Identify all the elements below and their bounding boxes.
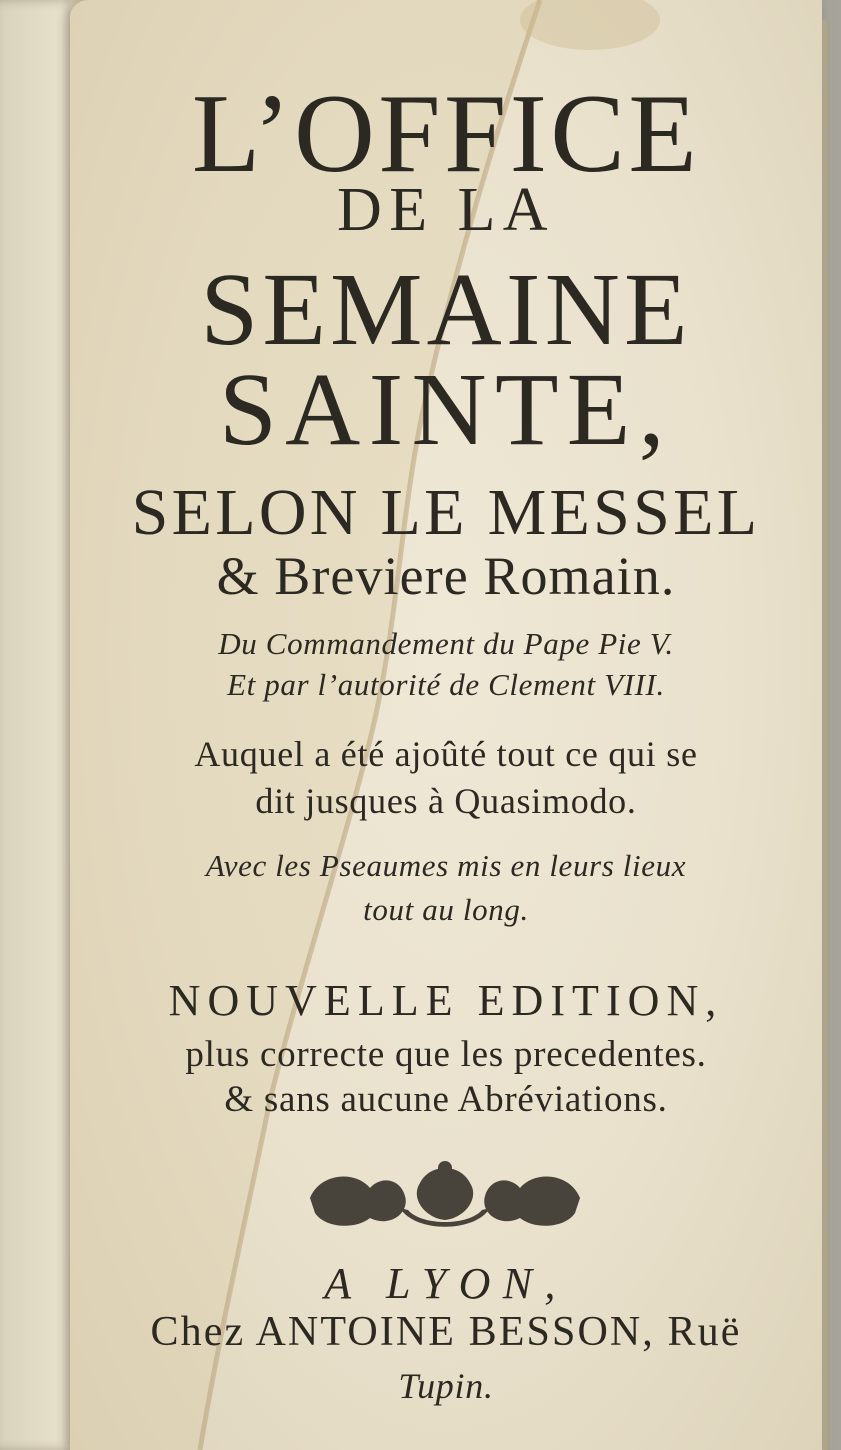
imprint-printer: Chez ANTOINE BESSON, Ruë: [150, 1309, 742, 1355]
title-line-office: L’OFFICE: [191, 72, 701, 196]
title-line-de-la: DE LA: [337, 176, 555, 244]
correcte-line: plus correcte que les precedentes.: [185, 1034, 707, 1075]
autorite-line: Et par l’autorité de Clement VIII.: [227, 667, 665, 702]
abreviations-line: & sans aucune Abréviations.: [224, 1079, 668, 1120]
title-line-sainte: SAINTE,: [219, 352, 673, 467]
edition-line: NOUVELLE EDITION,: [168, 976, 724, 1025]
title-line-semaine: SEMAINE: [200, 252, 692, 367]
commandement-line: Du Commandement du Pape Pie V.: [218, 626, 674, 661]
title-line-selon: SELON LE MESSEL: [131, 476, 761, 549]
title-line-breviere: & Breviere Romain.: [216, 546, 676, 606]
imprint-street: Tupin.: [398, 1366, 494, 1406]
auquel-line: Auquel a été ajoûté tout ce qui se: [194, 734, 698, 774]
quasimodo-line: dit jusques à Quasimodo.: [255, 781, 637, 821]
title-page: [70, 0, 822, 1450]
tout-au-long-line: tout au long.: [363, 892, 529, 927]
imprint-city: A LYON,: [324, 1259, 568, 1308]
pseaumes-line: Avec les Pseaumes mis en leurs lieux: [205, 848, 687, 883]
printer-ornament-icon: [300, 1158, 590, 1238]
